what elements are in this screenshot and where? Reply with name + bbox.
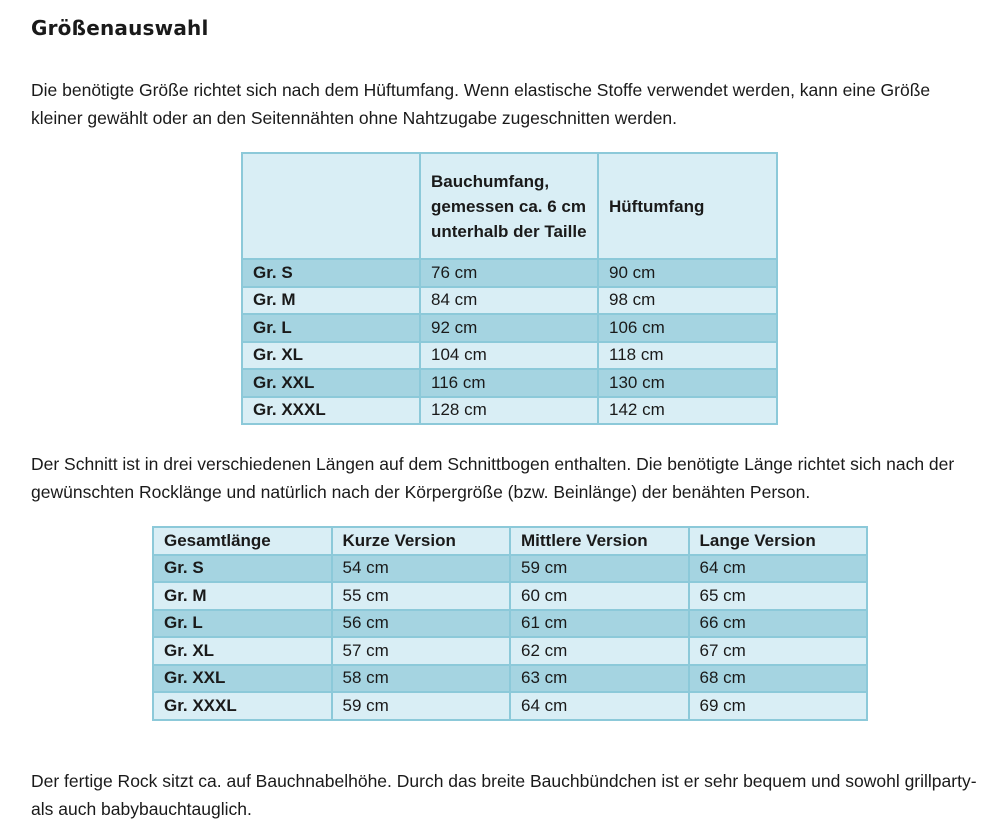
- table-cell: 142 cm: [598, 397, 777, 425]
- size-label: Gr. M: [242, 287, 420, 315]
- size-label: Gr. XXL: [153, 665, 332, 693]
- table-cell: 84 cm: [420, 287, 598, 315]
- table-header-row: [153, 527, 867, 555]
- table-cell: 68 cm: [689, 665, 868, 693]
- size-label: Gr. XL: [242, 342, 420, 370]
- table-row: [242, 314, 777, 342]
- table-cell: 54 cm: [332, 555, 511, 583]
- table-header-cell: Mittlere Version: [510, 527, 689, 555]
- table-cell: 55 cm: [332, 582, 511, 610]
- table-cell: 61 cm: [510, 610, 689, 638]
- table-cell: 62 cm: [510, 637, 689, 665]
- table-cell: 98 cm: [598, 287, 777, 315]
- table-header-row: [242, 153, 777, 259]
- size-label: Gr. S: [153, 555, 332, 583]
- table-row: [242, 342, 777, 370]
- table-cell: 59 cm: [332, 692, 511, 720]
- table-cell: 64 cm: [510, 692, 689, 720]
- table-header-cell: Hüftumfang: [598, 153, 777, 259]
- size-label: Gr. M: [153, 582, 332, 610]
- table-cell: 65 cm: [689, 582, 868, 610]
- length-paragraph: Der Schnitt ist in drei verschiedenen Längen auf dem Schnittbogen enthalten. Die benötigte Länge richtet sich nach der gewünschten Rocklänge und natürlich nach der Körpergröße (bzw. Beinlänge) der benähten Person.: [31, 454, 955, 502]
- table-row: [153, 582, 867, 610]
- table-cell: 58 cm: [332, 665, 511, 693]
- table-row: [153, 692, 867, 720]
- table-cell: 118 cm: [598, 342, 777, 370]
- table-cell: 116 cm: [420, 369, 598, 397]
- table-cell: 57 cm: [332, 637, 511, 665]
- table-cell: 104 cm: [420, 342, 598, 370]
- table-row: [242, 259, 777, 287]
- table-cell: 130 cm: [598, 369, 777, 397]
- table-cell: 76 cm: [420, 259, 598, 287]
- table-cell: 69 cm: [689, 692, 868, 720]
- table-cell: 66 cm: [689, 610, 868, 638]
- closing-paragraph: Der fertige Rock sitzt ca. auf Bauchnabelhöhe. Durch das breite Bauchbündchen ist er sehr bequem und sowohl grillparty- als auch babybauchtauglich.: [31, 771, 977, 819]
- table-header-cell: [242, 153, 420, 259]
- length-table: [152, 526, 868, 721]
- table-header-cell: Bauchumfang, gemessen ca. 6 cm unterhalb der Taille: [420, 153, 598, 259]
- table-row: [153, 637, 867, 665]
- table-header-cell: Gesamtlänge: [153, 527, 332, 555]
- table-cell: 64 cm: [689, 555, 868, 583]
- size-label: Gr. L: [153, 610, 332, 638]
- table-cell: 90 cm: [598, 259, 777, 287]
- table-header-cell: Lange Version: [689, 527, 868, 555]
- table-row: [242, 369, 777, 397]
- table-row: [153, 555, 867, 583]
- size-label: Gr. XL: [153, 637, 332, 665]
- table-row: [153, 665, 867, 693]
- table-header-cell: Kurze Version: [332, 527, 511, 555]
- table-cell: 67 cm: [689, 637, 868, 665]
- size-label: Gr. XXXL: [242, 397, 420, 425]
- size-label: Gr. L: [242, 314, 420, 342]
- table-cell: 128 cm: [420, 397, 598, 425]
- size-label: Gr. XXL: [242, 369, 420, 397]
- table-cell: 56 cm: [332, 610, 511, 638]
- table-cell: 106 cm: [598, 314, 777, 342]
- table-cell: 92 cm: [420, 314, 598, 342]
- size-label: Gr. S: [242, 259, 420, 287]
- table-row: [153, 610, 867, 638]
- table-cell: 59 cm: [510, 555, 689, 583]
- size-label: Gr. XXXL: [153, 692, 332, 720]
- table-cell: 63 cm: [510, 665, 689, 693]
- table-row: [242, 397, 777, 425]
- intro-paragraph: Die benötigte Größe richtet sich nach dem Hüftumfang. Wenn elastische Stoffe verwendet werden, kann eine Größe kleiner gewählt oder an den Seitennähten ohne Nahtzugabe zugeschnitten werden.: [31, 80, 931, 128]
- page-heading: Größenauswahl: [31, 16, 209, 40]
- table-row: [242, 287, 777, 315]
- size-measurement-table: [241, 152, 778, 425]
- table-cell: 60 cm: [510, 582, 689, 610]
